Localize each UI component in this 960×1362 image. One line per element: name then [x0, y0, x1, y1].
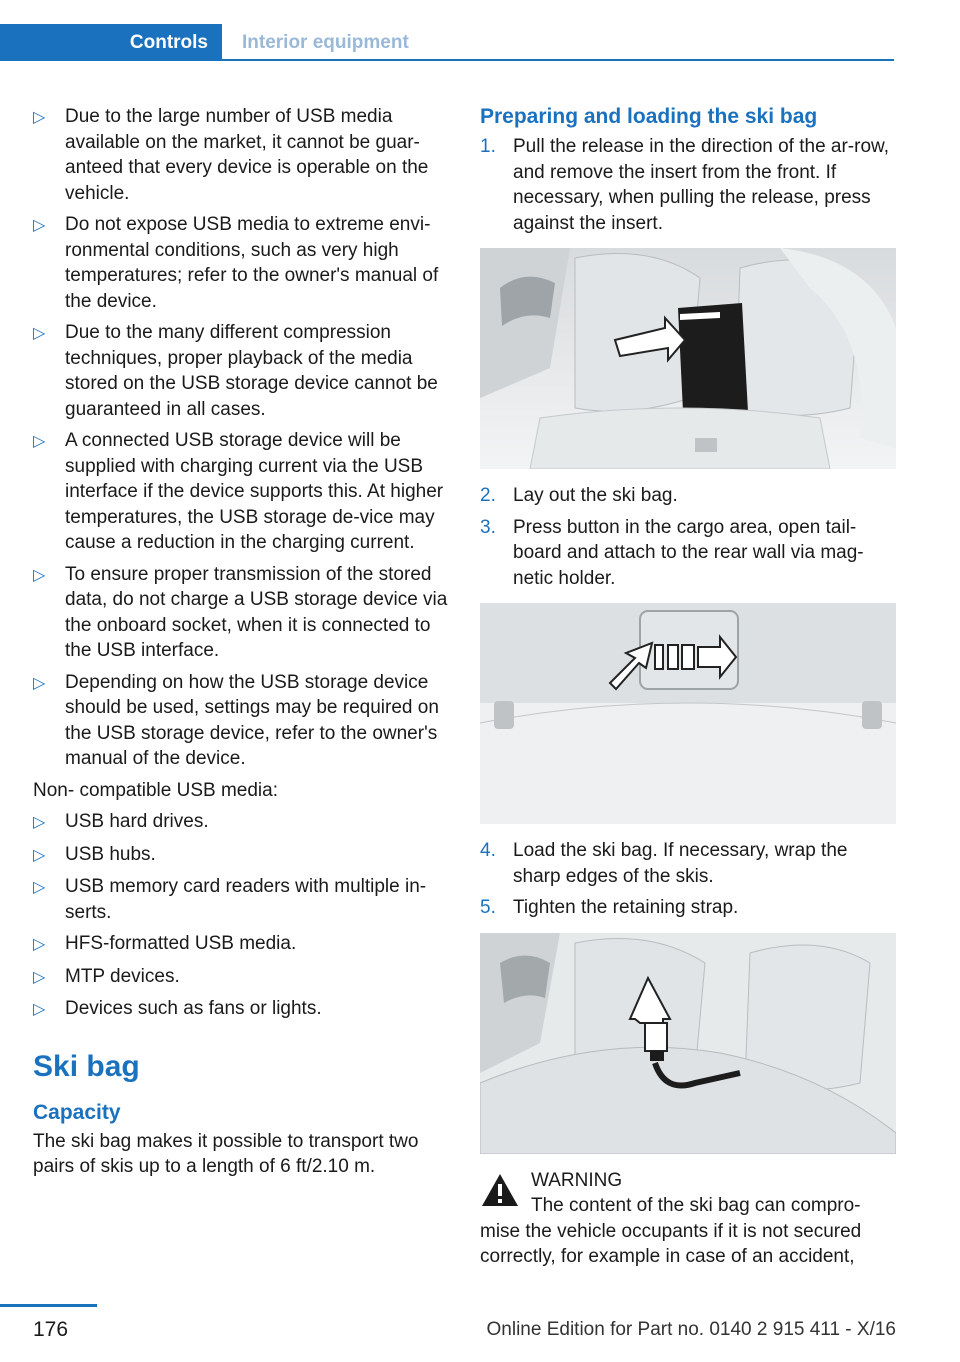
list-item — [33, 212, 448, 314]
step-number: 3. — [480, 516, 496, 538]
step-text: Load the ski bag. If necessary, wrap the sharp edges of the skis. — [513, 840, 848, 887]
list-item — [33, 874, 448, 925]
warning-text: The content of the ski bag can compro‐mise the vehicle occupants if it is not secured correctly, for example in case of an accident, — [480, 1195, 862, 1267]
list-item-text: USB memory card readers with multiple in‐serts. — [65, 876, 427, 923]
step-number: 2. — [480, 485, 496, 506]
step-item — [480, 483, 896, 509]
list-item — [33, 931, 448, 958]
step-item — [480, 515, 896, 592]
step-item — [480, 895, 896, 921]
section-tab-interior-equipment: Interior equipment — [242, 31, 409, 53]
warning-block — [480, 1168, 896, 1270]
list-item — [33, 428, 448, 556]
list-item — [33, 809, 448, 836]
list-item — [33, 670, 448, 772]
list-item-text: To ensure proper transmission of the stored data, do not charge a USB storage device via the onboard socket, when it is connected to the USB interface. — [65, 563, 448, 661]
list-item-text: USB hubs. — [65, 843, 156, 865]
chapter-tab-controls: Controls — [0, 24, 222, 61]
noncompatible-label: Non- compatible USB media: — [33, 779, 278, 801]
step-text: Tighten the retaining strap. — [513, 897, 739, 918]
header-divider — [222, 59, 894, 61]
right-column — [480, 104, 896, 1270]
step-text: Lay out the ski bag. — [513, 485, 678, 506]
bullet-icon: ▷ — [33, 968, 46, 986]
list-item-text: HFS-formatted USB media. — [65, 933, 297, 954]
list-item-text: Depending on how the USB storage device should be used, settings may be required on the USB storage device, refer to the owner's manual of the device. — [65, 671, 439, 769]
rear-seat-insert-illustration — [480, 248, 896, 469]
bullet-icon: ▷ — [33, 936, 46, 953]
capacity-text: The ski bag makes it possible to transport two pairs of skis up to a length of 6 ft/2.10 m. — [33, 1130, 419, 1177]
warning-triangle-icon — [480, 1172, 520, 1208]
edition-note: Online Edition for Part no. 0140 2 915 411 - X/16 — [486, 1319, 896, 1340]
procedure-heading: Preparing and loading the ski bag — [480, 105, 818, 128]
list-item-text: A connected USB storage device will be supplied with charging current via the USB interface if the device supports this. At higher temperatures, the USB storage de‐vice may cause a reduction in the charging current. — [65, 430, 444, 553]
list-item — [33, 964, 448, 991]
step-number: 1. — [480, 136, 496, 157]
list-item — [33, 104, 448, 206]
footer-divider — [0, 1304, 97, 1307]
ski-bag-strap-illustration — [480, 933, 896, 1154]
list-item — [33, 996, 448, 1023]
step-number: 5. — [480, 897, 496, 918]
bullet-icon: ▷ — [33, 566, 46, 584]
list-item-text: Due to the large number of USB media available on the market, it cannot be guar‐anteed that every device is operable on the vehicle. — [65, 106, 429, 204]
step-number: 4. — [480, 840, 496, 861]
page-number: 176 — [33, 1318, 69, 1341]
bullet-icon: ▷ — [33, 1001, 46, 1018]
left-column — [33, 104, 448, 1186]
step-item — [480, 134, 896, 236]
list-item-text: USB hard drives. — [65, 811, 209, 832]
list-item — [33, 320, 448, 422]
step-text: Pull the release in the direction of the ar‐row, and remove the insert from the front. If necessary, when pulling the release, press against the insert. — [513, 136, 889, 234]
list-item — [33, 842, 448, 869]
bullet-icon: ▷ — [33, 217, 46, 234]
page-header — [0, 0, 960, 64]
warning-title: WARNING — [531, 1169, 623, 1191]
bullet-icon: ▷ — [33, 879, 46, 896]
list-item — [33, 562, 448, 664]
list-item-text: Due to the many different compression techniques, proper playback of the media stored on the USB storage device cannot be guaranteed in all cases. — [65, 322, 438, 420]
cargo-area-button-illustration — [480, 603, 896, 824]
step-item — [480, 838, 896, 889]
bullet-icon: ▷ — [33, 109, 46, 126]
step-text: Press button in the cargo area, open tail‐board and attach to the rear wall via mag‐netic holder. — [513, 516, 864, 589]
subsection-title: Capacity — [33, 1100, 121, 1124]
bullet-icon: ▷ — [33, 846, 46, 864]
bullet-icon: ▷ — [33, 674, 46, 692]
bullet-icon: ▷ — [33, 814, 46, 831]
list-item-text: Devices such as fans or lights. — [65, 998, 322, 1019]
bullet-icon: ▷ — [33, 325, 46, 342]
section-title: Ski bag — [33, 1049, 140, 1083]
list-item-text: MTP devices. — [65, 965, 180, 987]
bullet-icon: ▷ — [33, 433, 46, 450]
list-item-text: Do not expose USB media to extreme envi‐ronmental conditions, such as very high temperatures; refer to the owner's manual of the device. — [65, 214, 439, 312]
